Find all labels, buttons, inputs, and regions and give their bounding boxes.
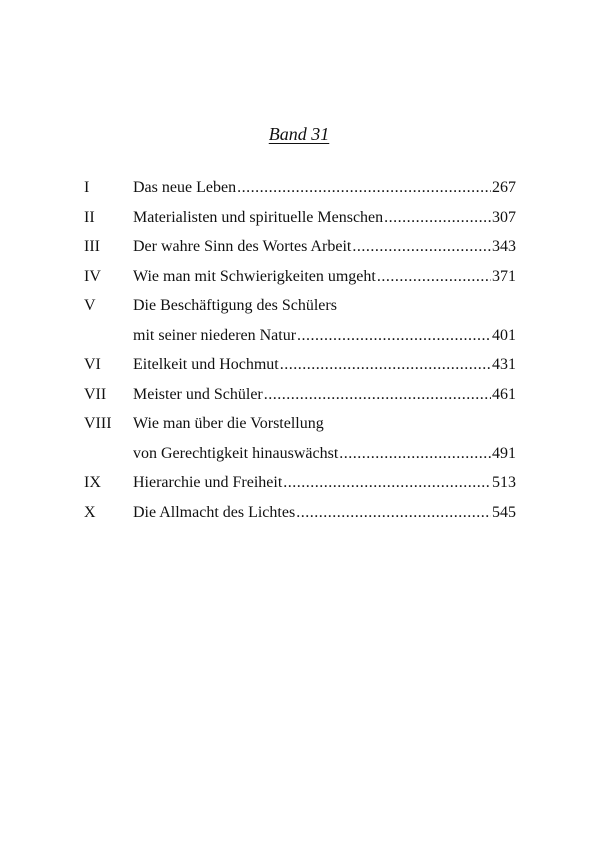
toc-entry: [84, 173, 516, 203]
toc-entry: [84, 262, 516, 292]
dot-leader: [237, 173, 491, 203]
toc-entry: [84, 409, 516, 439]
chapter-numeral: IV: [84, 267, 101, 285]
toc-entry: [84, 380, 516, 410]
page-number: 371: [492, 267, 516, 285]
chapter-title-line: [133, 468, 516, 498]
chapter-title: Materialisten und spirituelle Menschen: [133, 208, 384, 226]
chapter-title-line: [133, 232, 516, 262]
chapter-numeral: V: [84, 297, 96, 314]
chapter-numeral: I: [84, 179, 90, 196]
dot-leader: [352, 232, 491, 262]
toc-entry: [84, 468, 516, 498]
dot-leader: [283, 468, 491, 498]
chapter-title: Meister und Schüler: [133, 385, 263, 403]
chapter-title: Wie man mit Schwierigkeiten umgeht: [133, 267, 376, 285]
page-number: 491: [492, 444, 516, 462]
toc-entry: [84, 291, 516, 321]
toc-entry: [84, 203, 516, 233]
toc-entry: [84, 439, 516, 469]
chapter-title-line: [133, 203, 516, 233]
chapter-title: von Gerechtigkeit hinauswächst: [133, 444, 339, 462]
page-number: 461: [492, 385, 516, 403]
chapter-numeral: VII: [84, 385, 107, 403]
chapter-title: Das neue Leben: [133, 179, 237, 196]
chapter-title-line: [133, 173, 516, 203]
chapter-title-line: [133, 291, 516, 321]
chapter-numeral: IX: [84, 474, 101, 491]
chapter-title-line: [133, 262, 516, 292]
chapter-title-line: [133, 380, 516, 410]
chapter-title: Die Beschäftigung des Schülers: [133, 297, 337, 314]
page-number: 401: [492, 326, 516, 344]
dot-leader: [339, 439, 491, 469]
dot-leader: [296, 498, 491, 528]
dot-leader: [280, 350, 491, 380]
chapter-numeral: VIII: [84, 415, 112, 432]
chapter-title: mit seiner niederen Natur: [133, 326, 297, 344]
chapter-title: Die Allmacht des Lichtes: [133, 503, 296, 521]
toc-entry: [84, 321, 516, 351]
dot-leader: [377, 262, 491, 292]
page-number: 431: [492, 356, 516, 373]
page-number: 513: [492, 474, 516, 491]
chapter-title: Wie man über die Vorstellung: [133, 415, 324, 432]
chapter-title-line: [133, 409, 516, 439]
chapter-numeral: III: [84, 238, 100, 255]
toc-entry: [84, 350, 516, 380]
chapter-title: Eitelkeit und Hochmut: [133, 356, 279, 373]
page-title: Band 31: [268, 124, 330, 144]
chapter-numeral: X: [84, 503, 96, 521]
dot-leader: [264, 380, 491, 410]
page-number: 343: [492, 238, 516, 255]
chapter-title-line: [133, 498, 516, 528]
page-number: 307: [492, 208, 516, 226]
table-of-contents: [84, 173, 516, 527]
toc-entry: [84, 232, 516, 262]
chapter-title-line: [133, 350, 516, 380]
chapter-title: Der wahre Sinn des Wortes Arbeit: [133, 238, 352, 255]
chapter-title-line: [133, 439, 516, 469]
chapter-numeral: VI: [84, 356, 101, 373]
page-number: 545: [492, 503, 516, 521]
chapter-numeral: II: [84, 208, 95, 226]
chapter-title: Hierarchie und Freiheit: [133, 474, 283, 491]
toc-entry: [84, 498, 516, 528]
page-number: 267: [492, 179, 516, 196]
dot-leader: [297, 321, 491, 351]
dot-leader: [384, 203, 491, 233]
chapter-title-line: [133, 321, 516, 351]
